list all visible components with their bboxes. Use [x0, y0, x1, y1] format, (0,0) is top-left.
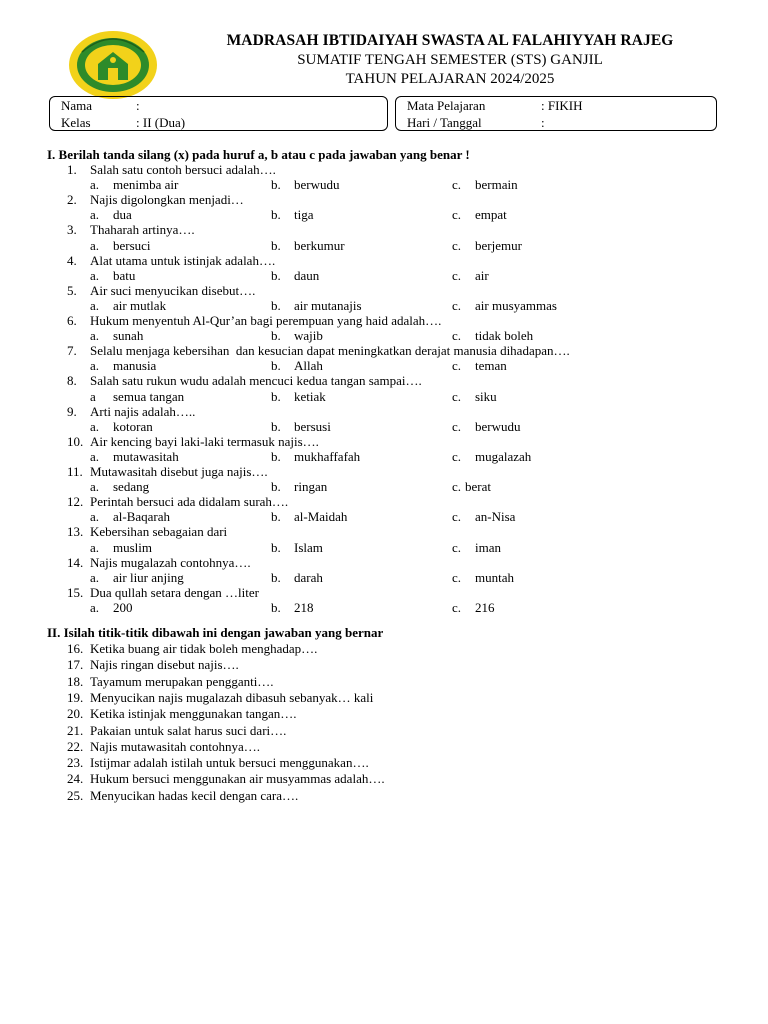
question-text: Salah satu rukun wudu adalah mencuci kedua tangan sampai…. [90, 373, 422, 389]
option-a[interactable] [90, 268, 135, 283]
option-text: air [475, 267, 489, 283]
class-label: Kelas [61, 115, 91, 130]
question-number: 7. [67, 343, 77, 359]
question-number: 17. [67, 657, 84, 673]
question-number: 11. [67, 464, 83, 479]
question-text: Najis digolongkan menjadi… [90, 192, 244, 208]
option-letter: b. [271, 539, 281, 555]
option-b[interactable] [271, 358, 323, 373]
option-text: wajib [294, 328, 323, 344]
option-text: Islam [294, 539, 323, 555]
option-b[interactable] [271, 509, 347, 524]
option-b[interactable] [271, 177, 340, 192]
option-a[interactable] [90, 207, 132, 222]
option-a[interactable] [90, 419, 153, 434]
question-text: Ketika buang air tidak boleh menghadap…. [90, 641, 318, 656]
option-letter: a. [90, 539, 100, 555]
option-b[interactable] [271, 238, 345, 253]
option-b[interactable] [271, 419, 331, 434]
question-number: 19. [67, 689, 84, 705]
option-letter: b. [271, 297, 281, 313]
question-item [67, 657, 239, 672]
option-letter: c. [452, 297, 462, 313]
option-b[interactable] [271, 449, 360, 464]
option-text: darah [294, 569, 323, 585]
option-letter: b. [271, 448, 281, 464]
option-letter: c. [452, 177, 462, 193]
option-text: ringan [294, 479, 328, 495]
question-text: Air kencing bayi laki-laki termasuk najis…. [90, 433, 319, 449]
option-letter: c. [452, 267, 462, 283]
question-text: Hukum menyentuh Al-Qur’an bagi perempuan yang haid adalah…. [90, 313, 442, 328]
option-text: mukhaffafah [294, 448, 361, 464]
question-item [67, 555, 251, 570]
option-c[interactable] [452, 238, 522, 253]
option-text: muntah [475, 569, 514, 585]
option-text: sunah [113, 328, 144, 344]
date-field[interactable]: : [541, 115, 545, 130]
student-info-box [49, 96, 388, 131]
question-text: Air suci menyucikan disebut…. [90, 282, 256, 298]
question-item [67, 192, 244, 207]
option-text: ketiak [294, 388, 326, 404]
option-letter: b. [271, 479, 281, 495]
option-c[interactable] [452, 177, 518, 192]
option-letter: b. [271, 358, 281, 374]
option-letter: a [90, 388, 96, 404]
section-2-title: II. Isilah titik-titik dibawah ini dengan jawaban yang bernar [47, 625, 384, 640]
question-text: Dua qullah setara dengan …liter [90, 584, 259, 600]
option-a[interactable] [90, 328, 143, 343]
question-number: 4. [67, 252, 77, 268]
question-item [67, 771, 385, 786]
option-letter: c. [452, 358, 462, 374]
question-text: Mutawasitah disebut juga najis…. [90, 464, 268, 479]
question-text: Arti najis adalah….. [90, 403, 196, 419]
option-text: al-Maidah [294, 509, 348, 525]
question-number: 1. [67, 162, 77, 177]
question-number: 15. [67, 584, 84, 600]
option-text: air liur anjing [113, 569, 184, 585]
option-c[interactable] [452, 570, 514, 585]
option-a[interactable] [90, 298, 166, 313]
option-a[interactable] [90, 358, 156, 373]
question-number: 10. [67, 433, 84, 449]
question-text: Thaharah artinya…. [90, 222, 195, 238]
question-item [67, 723, 286, 738]
option-letter: b. [271, 509, 281, 525]
question-text: Menyucikan hadas kecil dengan cara…. [90, 787, 299, 803]
option-letter: a. [90, 207, 100, 223]
option-a[interactable] [90, 177, 178, 192]
question-number: 23. [67, 755, 84, 771]
question-text: Salah satu contoh bersuci adalah…. [90, 162, 276, 177]
option-letter: a. [90, 599, 100, 615]
option-c[interactable] [452, 509, 515, 524]
option-text: 216 [475, 599, 495, 615]
question-number: 3. [67, 222, 77, 238]
option-text: kotoran [113, 418, 153, 434]
option-letter: b. [271, 328, 281, 344]
option-c[interactable] [452, 268, 489, 283]
option-letter: a. [90, 509, 100, 525]
option-b[interactable] [271, 389, 326, 404]
question-item [67, 494, 288, 509]
option-letter: a. [90, 569, 100, 585]
question-item [67, 222, 195, 237]
question-text: Menyucikan najis mugalazah dibasuh sebanyak… kali [90, 689, 374, 705]
option-text: mugalazah [475, 448, 532, 464]
question-text: Hukum bersuci menggunakan air musyammas adalah…. [90, 771, 385, 787]
question-text: Najis mugalazah contohnya…. [90, 554, 251, 570]
option-text: air mutlak [113, 297, 167, 313]
option-text: menimba air [113, 177, 179, 193]
question-number: 8. [67, 373, 77, 389]
question-item [67, 162, 276, 177]
option-text: berwudu [294, 177, 340, 193]
option-c[interactable] [452, 540, 501, 555]
option-letter: b. [271, 599, 281, 615]
option-a[interactable] [90, 238, 151, 253]
question-number: 14. [67, 554, 84, 570]
option-letter: a. [90, 358, 100, 374]
option-text: air musyammas [475, 297, 557, 313]
question-number: 24. [67, 771, 84, 787]
option-c[interactable] [452, 479, 491, 494]
question-item [67, 690, 373, 705]
option-text: empat [475, 207, 507, 223]
option-letter: a. [90, 177, 100, 193]
question-text: Ketika istinjak menggunakan tangan…. [90, 706, 297, 722]
option-letter: c. [452, 237, 462, 253]
option-text: muslim [113, 539, 153, 555]
school-name: MADRASAH IBTIDAIYAH SWASTA AL FALAHIYYAH RAJEG [226, 32, 674, 49]
option-b[interactable] [271, 600, 314, 615]
option-text: air mutanajis [294, 297, 362, 313]
option-letter: c. [452, 599, 462, 615]
option-letter: c. [452, 388, 462, 404]
subject-value: : FIKIH [541, 98, 583, 113]
question-text: Perintah bersuci ada didalam surah…. [90, 494, 289, 510]
option-letter: a. [90, 267, 100, 283]
option-text: daun [294, 267, 320, 283]
option-text: mutawasitah [113, 448, 179, 464]
question-text: Najis ringan disebut najis…. [90, 657, 239, 673]
question-item [67, 585, 259, 600]
question-number: 12. [67, 494, 84, 510]
question-number: 18. [67, 673, 84, 689]
option-text: tiga [294, 207, 314, 223]
option-a[interactable] [90, 570, 184, 585]
question-item [67, 464, 268, 479]
question-item [67, 283, 255, 298]
option-b[interactable] [271, 298, 362, 313]
option-b[interactable] [271, 207, 314, 222]
option-text: batu [113, 267, 136, 283]
option-text: siku [475, 388, 497, 404]
option-c[interactable] [452, 207, 507, 222]
option-letter: b. [271, 207, 281, 223]
option-a[interactable] [90, 600, 133, 615]
question-item [67, 641, 317, 656]
question-item [67, 739, 260, 754]
option-text: tidak boleh [475, 328, 534, 344]
section-1-title: I. Berilah tanda silang (x) pada huruf a, b atau c pada jawaban yang benar ! [47, 147, 470, 162]
question-item [67, 313, 441, 328]
question-number: 25. [67, 787, 84, 803]
option-c[interactable] [452, 600, 495, 615]
question-item [67, 788, 298, 803]
date-label: Hari / Tanggal [407, 115, 482, 130]
class-value: : II (Dua) [136, 115, 186, 130]
option-c[interactable] [452, 298, 557, 313]
question-text: Selalu menjaga kebersihan dan kesucian dapat meningkatkan derajat manusia dihadapan…. [90, 343, 570, 359]
option-text: 200 [113, 599, 133, 615]
option-b[interactable] [271, 570, 323, 585]
option-a[interactable] [90, 509, 170, 524]
option-b[interactable] [271, 328, 323, 343]
option-letter: c. [452, 418, 462, 434]
option-letter: b. [271, 267, 281, 283]
option-a[interactable] [90, 479, 149, 494]
option-letter: c. [452, 207, 462, 223]
option-text: berat [465, 479, 492, 495]
option-letter: a. [90, 479, 100, 495]
option-text: berkumur [294, 237, 345, 253]
question-item [67, 755, 369, 770]
option-text: bersuci [113, 237, 151, 253]
subject-label: Mata Pelajaran [407, 98, 486, 113]
question-item [67, 524, 227, 539]
option-b[interactable] [271, 268, 319, 283]
option-letter: c. [452, 448, 462, 464]
option-c[interactable] [452, 449, 531, 464]
option-a[interactable] [90, 389, 184, 404]
question-text: Najis mutawasitah contohnya…. [90, 738, 261, 754]
option-letter: b. [271, 177, 281, 193]
option-letter: a. [90, 297, 100, 313]
option-text: Allah [294, 358, 323, 374]
question-item [67, 404, 195, 419]
question-text: Istijmar adalah istilah untuk bersuci menggunakan…. [90, 755, 369, 771]
option-text: semua tangan [113, 388, 185, 404]
option-text: berwudu [475, 418, 521, 434]
option-a[interactable] [90, 540, 152, 555]
option-text: an-Nisa [475, 509, 516, 525]
name-field[interactable]: : [136, 98, 140, 113]
option-letter: a. [90, 418, 100, 434]
option-a[interactable] [90, 449, 179, 464]
option-letter: a. [90, 328, 100, 344]
question-item [67, 674, 274, 689]
exam-title: SUMATIF TENGAH SEMESTER (STS) GANJIL [297, 52, 603, 68]
school-logo [68, 30, 158, 100]
question-item [67, 434, 319, 449]
option-letter: a. [90, 237, 100, 253]
question-number: 2. [67, 192, 77, 208]
option-letter: b. [271, 418, 281, 434]
option-b[interactable] [271, 540, 323, 555]
question-number: 20. [67, 706, 84, 722]
option-letter: b. [271, 569, 281, 585]
option-text: 218 [294, 599, 314, 615]
question-item [67, 253, 275, 268]
question-number: 5. [67, 282, 77, 298]
question-item [67, 343, 570, 358]
option-text: teman [475, 358, 507, 374]
option-c[interactable] [452, 328, 533, 343]
option-letter: c. [452, 539, 462, 555]
question-number: 16. [67, 641, 84, 656]
option-text: al-Baqarah [113, 509, 171, 525]
question-text: Kebersihan sebagaian dari [90, 524, 228, 540]
option-letter: c. [452, 569, 462, 585]
question-number: 6. [67, 313, 77, 328]
name-label: Nama [61, 98, 93, 113]
question-number: 21. [67, 722, 84, 738]
question-text: Pakaian untuk salat harus suci dari…. [90, 722, 287, 738]
option-text: manusia [113, 358, 157, 374]
question-number: 13. [67, 524, 84, 540]
option-letter: b. [271, 237, 281, 253]
option-letter: c. [452, 479, 462, 495]
option-text: bersusi [294, 418, 331, 434]
option-text: bermain [475, 177, 518, 193]
question-number: 9. [67, 403, 77, 419]
option-letter: c. [452, 328, 462, 344]
question-item [67, 706, 297, 721]
option-letter: b. [271, 388, 281, 404]
option-c[interactable] [452, 358, 507, 373]
option-letter: c. [452, 509, 462, 525]
option-c[interactable] [452, 419, 521, 434]
option-text: berjemur [475, 237, 522, 253]
option-b[interactable] [271, 479, 327, 494]
option-c[interactable] [452, 389, 497, 404]
question-item [67, 373, 422, 388]
option-letter: a. [90, 448, 100, 464]
school-year: TAHUN PELAJARAN 2024/2025 [345, 71, 555, 87]
option-text: dua [113, 207, 132, 223]
option-text: sedang [113, 479, 150, 495]
question-number: 22. [67, 738, 84, 754]
question-text: Alat utama untuk istinjak adalah…. [90, 252, 276, 268]
option-text: iman [475, 539, 501, 555]
question-text: Tayamum merupakan pengganti…. [90, 673, 274, 689]
